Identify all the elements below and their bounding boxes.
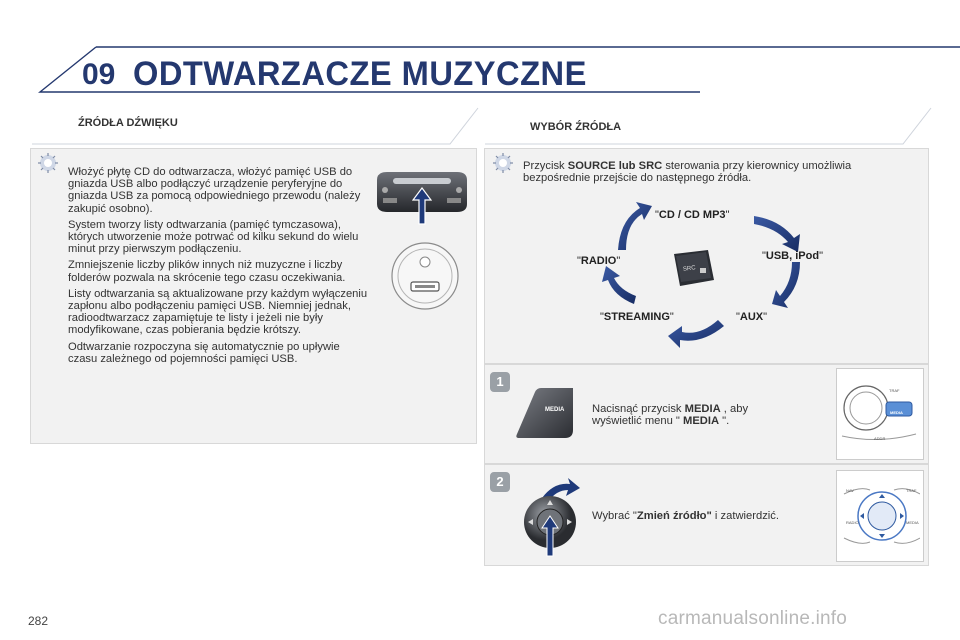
cycle-arrow-icon <box>602 266 636 304</box>
paragraph: Odtwarzanie rozpoczyna się automatycznie po upływie czasu zależnego od pojemności pamięci USB. <box>68 340 340 365</box>
source-label-streaming: "STREAMING" <box>600 311 674 323</box>
media-button-illustration <box>515 386 577 442</box>
paragraph: Zmniejszenie liczby plików innych niż muzyczne i liczby folderów pozwala na skrócenie tego czasu oczekiwania. <box>68 259 346 284</box>
panel-label-radio: RADIO <box>846 520 859 525</box>
src-button-label: SRC <box>682 265 697 273</box>
panel-label-traf: TRAF <box>889 388 900 393</box>
step1-instruction: Nacisnąć przycisk MEDIA , aby wyświetlić menu " MEDIA ". <box>592 403 749 428</box>
step-number-badge: 1 <box>490 372 510 392</box>
lightbulb-icon <box>37 152 59 174</box>
page-title: ODTWARZACZE MUZYCZNE <box>133 55 587 93</box>
source-intro-text: Przycisk SOURCE lub SRC sterowania przy kierownicy umożliwia bezpośrednie przejście do następnego źródła. <box>523 160 852 185</box>
chapter-number: 09 <box>82 58 116 91</box>
left-section-title: ŹRÓDŁA DŹWIĘKU <box>78 117 178 129</box>
control-panel-illustration <box>838 372 920 456</box>
paragraph: Listy odtwarzania są aktualizowane przy każdym wyłączeniu zapłonu albo podłączeniu pamięci USB. Niemniej jednak, radioodtwarzacz zapamiętuje te listy i jeżeli nie były modyfikowane, czas pobierania będzie krótszy. <box>68 287 368 337</box>
paragraph: Włożyć płytę CD do odtwarzacza, włożyć pamięć USB do gniazda USB albo podłączyć urządzenie peryferyjne do gniazda USB za pomocą odpowiedniego przewodu (należy zakupić osobno). <box>68 166 361 215</box>
panel-label-nav: NAV <box>846 488 854 493</box>
arrow-up-icon <box>412 186 432 226</box>
source-label-aux: "AUX" <box>736 311 768 323</box>
source-cycle-diagram <box>590 200 830 360</box>
rotary-knob-illustration <box>520 474 582 558</box>
watermark: carmanualsonline.info <box>658 608 848 629</box>
source-label-cd: "CD / CD MP3" <box>655 209 730 221</box>
cycle-arrow-icon <box>668 320 724 348</box>
panel-label-addr: ADDR <box>874 436 886 441</box>
step-number-badge: 2 <box>490 472 510 492</box>
source-label-usb: "USB, iPod" <box>762 250 823 262</box>
cycle-arrow-icon <box>754 216 800 252</box>
source-label-radio: "RADIO" <box>577 255 621 267</box>
left-text-block <box>68 166 368 369</box>
page-number: 282 <box>28 614 49 628</box>
step2-instruction: Wybrać "Zmień źródło" i zatwierdzić. <box>592 510 779 522</box>
lightbulb-icon <box>492 152 514 174</box>
panel-label-media: MEDIA <box>906 520 919 525</box>
panel-label-traf: TRAF <box>906 488 917 493</box>
panel-label-media: MEDIA <box>890 410 903 415</box>
cycle-arrow-icon <box>618 202 652 250</box>
paragraph: System tworzy listy odtwarzania (pamięć tymczasowa), których utworzenie może potrwać od kilku sekund do wielu minut przy pierwszym podłączeniu. <box>68 218 359 256</box>
right-section-title: WYBÓR ŹRÓDŁA <box>530 121 622 133</box>
cycle-arrow-icon <box>772 262 800 308</box>
usb-socket-illustration <box>389 240 461 312</box>
media-button-label: MEDIA <box>545 407 565 413</box>
